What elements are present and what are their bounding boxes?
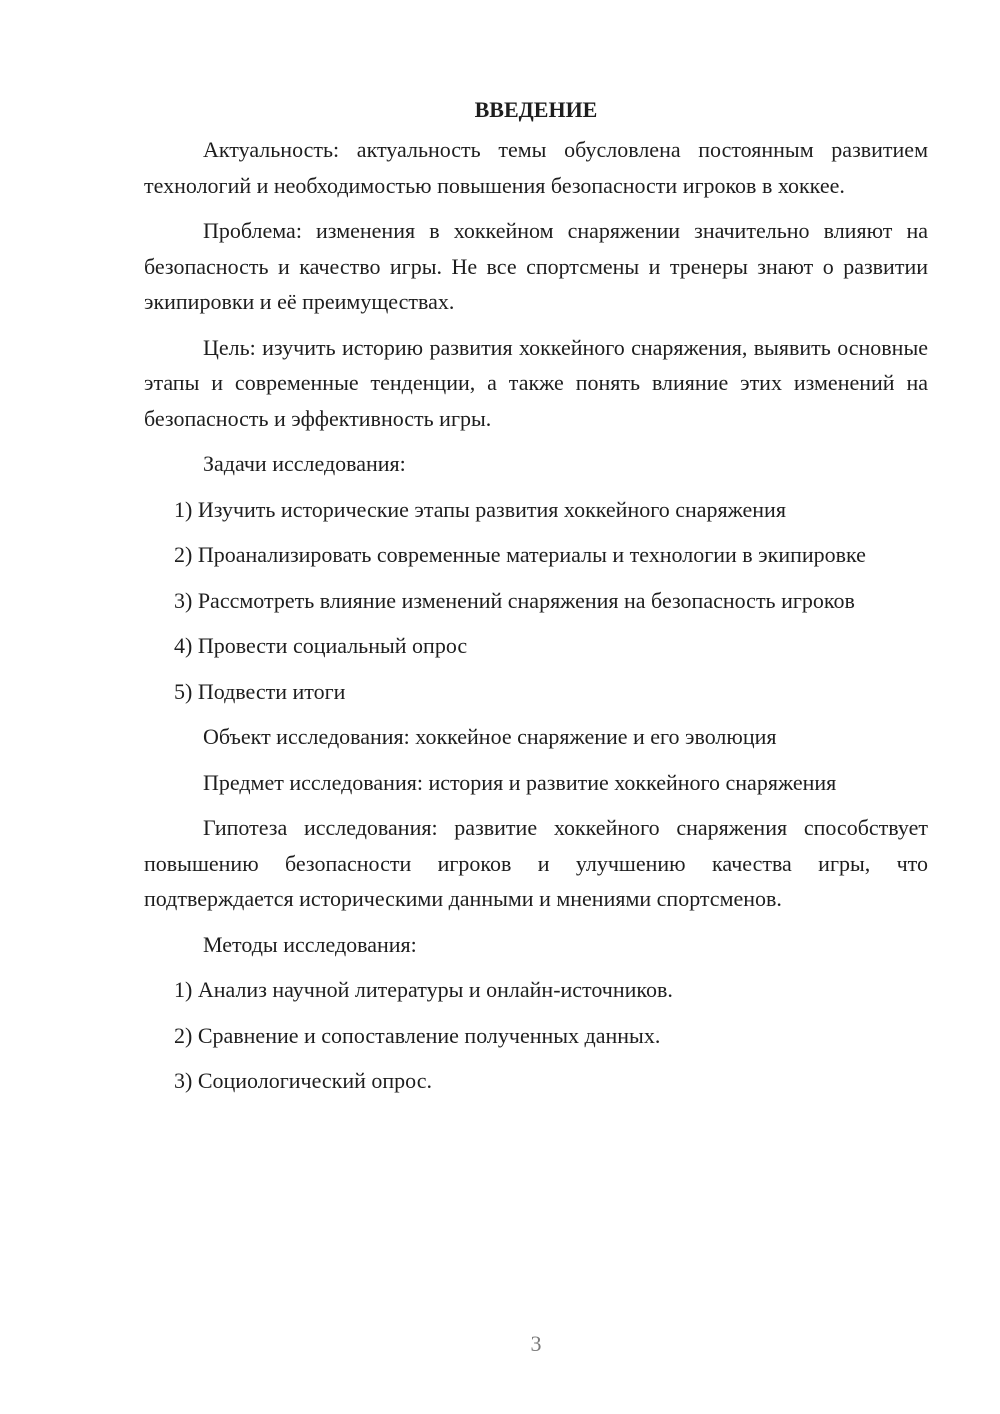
method-item-1: 1) Анализ научной литературы и онлайн-источников.	[174, 977, 673, 1002]
task-item-5: 5) Подвести итоги	[174, 678, 346, 704]
task-item-1: 1) Изучить исторические этапы развития хоккейного снаряжения	[174, 496, 786, 522]
page-number: 3	[530, 1331, 542, 1356]
goal-paragraph: Цель: изучить историю развития хоккейного снаряжения, выявить основные этапы и современные тенденции, а также понять влияние этих изменений на безопасность и эффективность игры.	[144, 334, 928, 431]
research-object: Объект исследования: хоккейное снаряжение и его эволюция	[203, 724, 777, 749]
method-item-2: 2) Сравнение и сопоставление полученных данных.	[174, 1022, 661, 1048]
hypothesis-paragraph: Гипотеза исследования: развитие хоккейного снаряжения способствует повышению безопасности игроков и улучшению качества игры, что подтверждается историческими данными и мнениями спортсменов.	[144, 815, 928, 911]
task-item-2: 2) Проанализировать современные материалы и технологии в экипировке	[174, 542, 866, 567]
relevance-paragraph: Актуальность: актуальность темы обусловлена постоянным развитием технологий и необходимостью повышения безопасности игроков в хоккее.	[144, 137, 928, 198]
task-item-3: 3) Рассмотреть влияние изменений снаряжения на безопасность игроков	[174, 587, 855, 613]
method-item-3: 3) Социологический опрос.	[174, 1068, 432, 1093]
task-item-4: 4) Провести социальный опрос	[174, 633, 468, 658]
tasks-heading: Задачи исследования:	[203, 451, 406, 476]
section-title: ВВЕДЕНИЕ	[474, 97, 598, 122]
research-subject: Предмет исследования: история и развитие хоккейного снаряжения	[203, 769, 837, 795]
document-page	[144, 92, 928, 1109]
methods-heading: Методы исследования:	[203, 931, 417, 957]
problem-paragraph: Проблема: изменения в хоккейном снаряжении значительно влияют на безопасность и качество игры. Не все спортсмены и тренеры знают о развитии экипировки и её преимуществах.	[144, 218, 928, 314]
